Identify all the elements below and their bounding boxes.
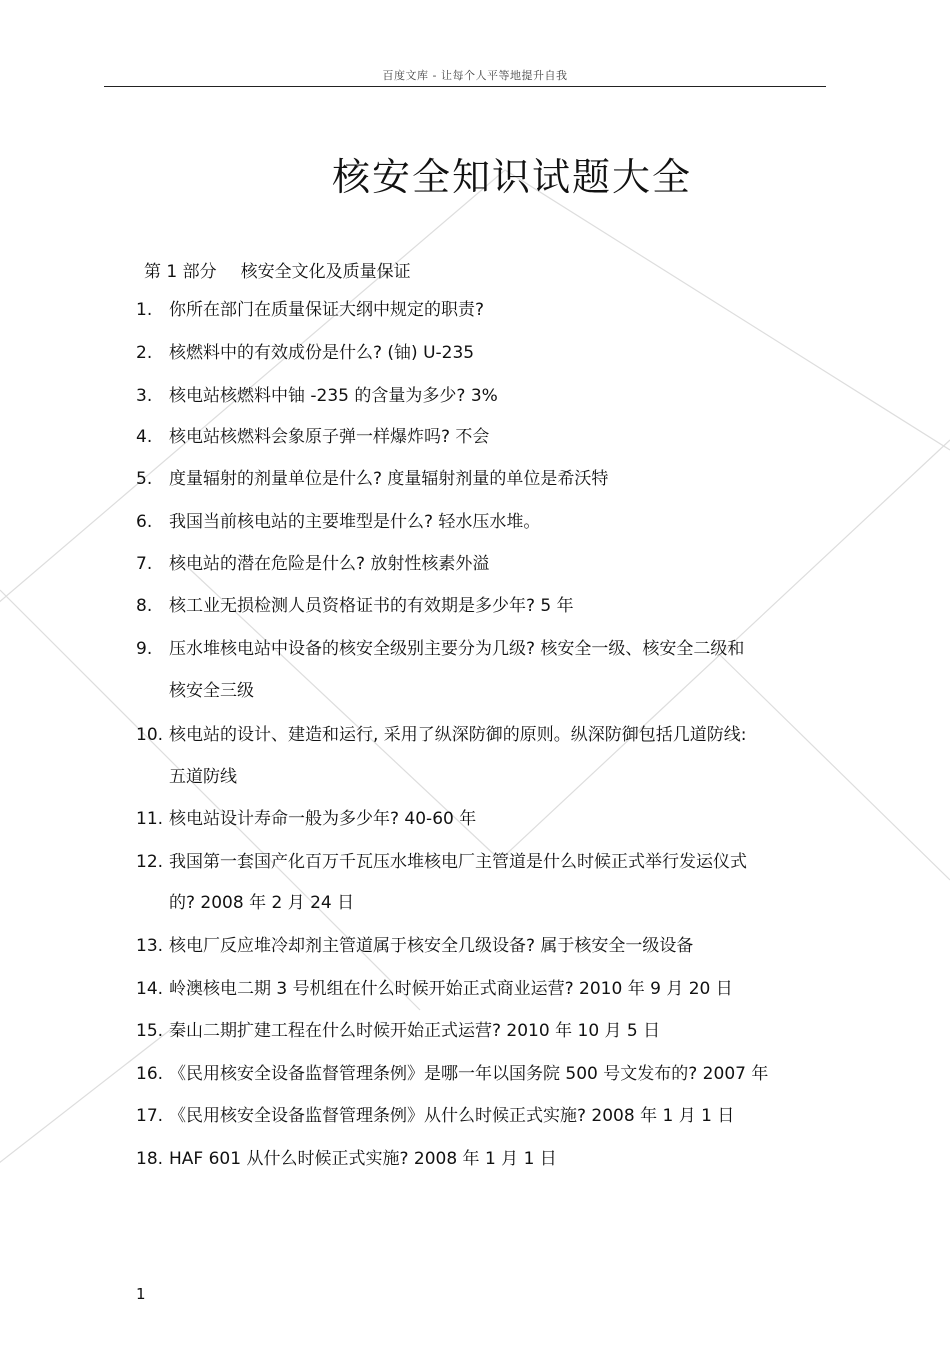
question-continuation: 五道防线 xyxy=(169,767,237,787)
question-item xyxy=(136,638,744,660)
question-number: 17. xyxy=(136,1106,164,1126)
question-text: 核电站的潜在危险是什么? 放射性核素外溢 xyxy=(169,554,490,574)
question-text: 秦山二期扩建工程在什么时候开始正式运营? 2010 年 10 月 5 日 xyxy=(169,1021,661,1041)
question-text: 核电站设计寿命一般为多少年? 40-60 年 xyxy=(169,809,477,829)
question-text: 核燃料中的有效成份是什么? (铀) U-235 xyxy=(169,343,475,363)
question-item xyxy=(136,553,489,575)
header-divider xyxy=(104,86,826,87)
question-item xyxy=(136,342,474,364)
question-item xyxy=(136,511,540,533)
question-text: 《民用核安全设备监督管理条例》是哪一年以国务院 500 号文发布的? 2007 年 xyxy=(169,1064,769,1084)
question-item xyxy=(136,978,733,1000)
question-text: 核工业无损检测人员资格证书的有效期是多少年? 5 年 xyxy=(169,596,574,616)
question-number: 1. xyxy=(136,300,153,320)
question-text: 核电站核燃料中铀 -235 的含量为多少? 3% xyxy=(169,386,498,406)
document-title: 核安全知识试题大全 xyxy=(332,155,693,199)
question-number: 5. xyxy=(136,469,153,489)
question-number: 10. xyxy=(136,725,164,745)
question-number: 6. xyxy=(136,512,153,532)
section-name: 核安全文化及质量保证 xyxy=(240,262,411,282)
question-number: 13. xyxy=(136,936,164,956)
question-item xyxy=(136,1020,660,1042)
question-number: 14. xyxy=(136,979,164,999)
question-text: 核电厂反应堆冷却剂主管道属于核安全几级设备? 属于核安全一级设备 xyxy=(169,936,694,956)
question-item xyxy=(136,468,608,490)
question-number: 3. xyxy=(136,386,153,406)
question-number: 8. xyxy=(136,596,153,616)
question-item xyxy=(136,385,498,407)
question-item xyxy=(136,808,476,830)
question-continuation: 的? 2008 年 2 月 24 日 xyxy=(169,893,355,913)
question-item xyxy=(136,1063,768,1085)
question-text: 岭澳核电二期 3 号机组在什么时候开始正式商业运营? 2010 年 9 月 20 日 xyxy=(169,979,733,999)
question-item xyxy=(136,595,574,617)
section-heading xyxy=(144,257,411,282)
question-continuation: 核安全三级 xyxy=(169,681,254,701)
question-item xyxy=(136,935,693,957)
page-number: 1 xyxy=(136,1285,146,1303)
question-number: 18. xyxy=(136,1149,164,1169)
question-text: 我国当前核电站的主要堆型是什么? 轻水压水堆。 xyxy=(169,512,541,532)
question-text: 度量辐射的剂量单位是什么? 度量辐射剂量的单位是希沃特 xyxy=(169,469,609,489)
question-number: 2. xyxy=(136,343,153,363)
question-item xyxy=(136,1105,734,1127)
question-number: 4. xyxy=(136,427,153,447)
question-text: 《民用核安全设备监督管理条例》从什么时候正式实施? 2008 年 1 月 1 日 xyxy=(169,1106,735,1126)
question-text: 核电站核燃料会象原子弹一样爆炸吗? 不会 xyxy=(169,427,490,447)
question-text: 我国第一套国产化百万千瓦压水堆核电厂主管道是什么时候正式举行发运仪式 xyxy=(169,852,747,872)
question-number: 11. xyxy=(136,809,164,829)
question-number: 16. xyxy=(136,1064,164,1084)
page-header: 百度文库 - 让每个人平等地提升自我 xyxy=(382,69,568,82)
question-item xyxy=(136,426,489,448)
question-number: 15. xyxy=(136,1021,164,1041)
question-number: 7. xyxy=(136,554,153,574)
question-item xyxy=(136,1148,557,1170)
question-number: 12. xyxy=(136,852,164,872)
question-item xyxy=(136,299,484,321)
question-text: 你所在部门在质量保证大纲中规定的职责? xyxy=(169,300,485,320)
question-number: 9. xyxy=(136,639,153,659)
question-text: 核电站的设计、建造和运行, 采用了纵深防御的原则。纵深防御包括几道防线: xyxy=(169,725,747,745)
question-text: 压水堆核电站中设备的核安全级别主要分为几级? 核安全一级、核安全二级和 xyxy=(169,639,745,659)
section-number: 第 1 部分 xyxy=(144,262,217,282)
question-item xyxy=(136,851,747,873)
question-text: HAF 601 从什么时候正式实施? 2008 年 1 月 1 日 xyxy=(169,1149,557,1169)
question-item xyxy=(136,724,747,746)
